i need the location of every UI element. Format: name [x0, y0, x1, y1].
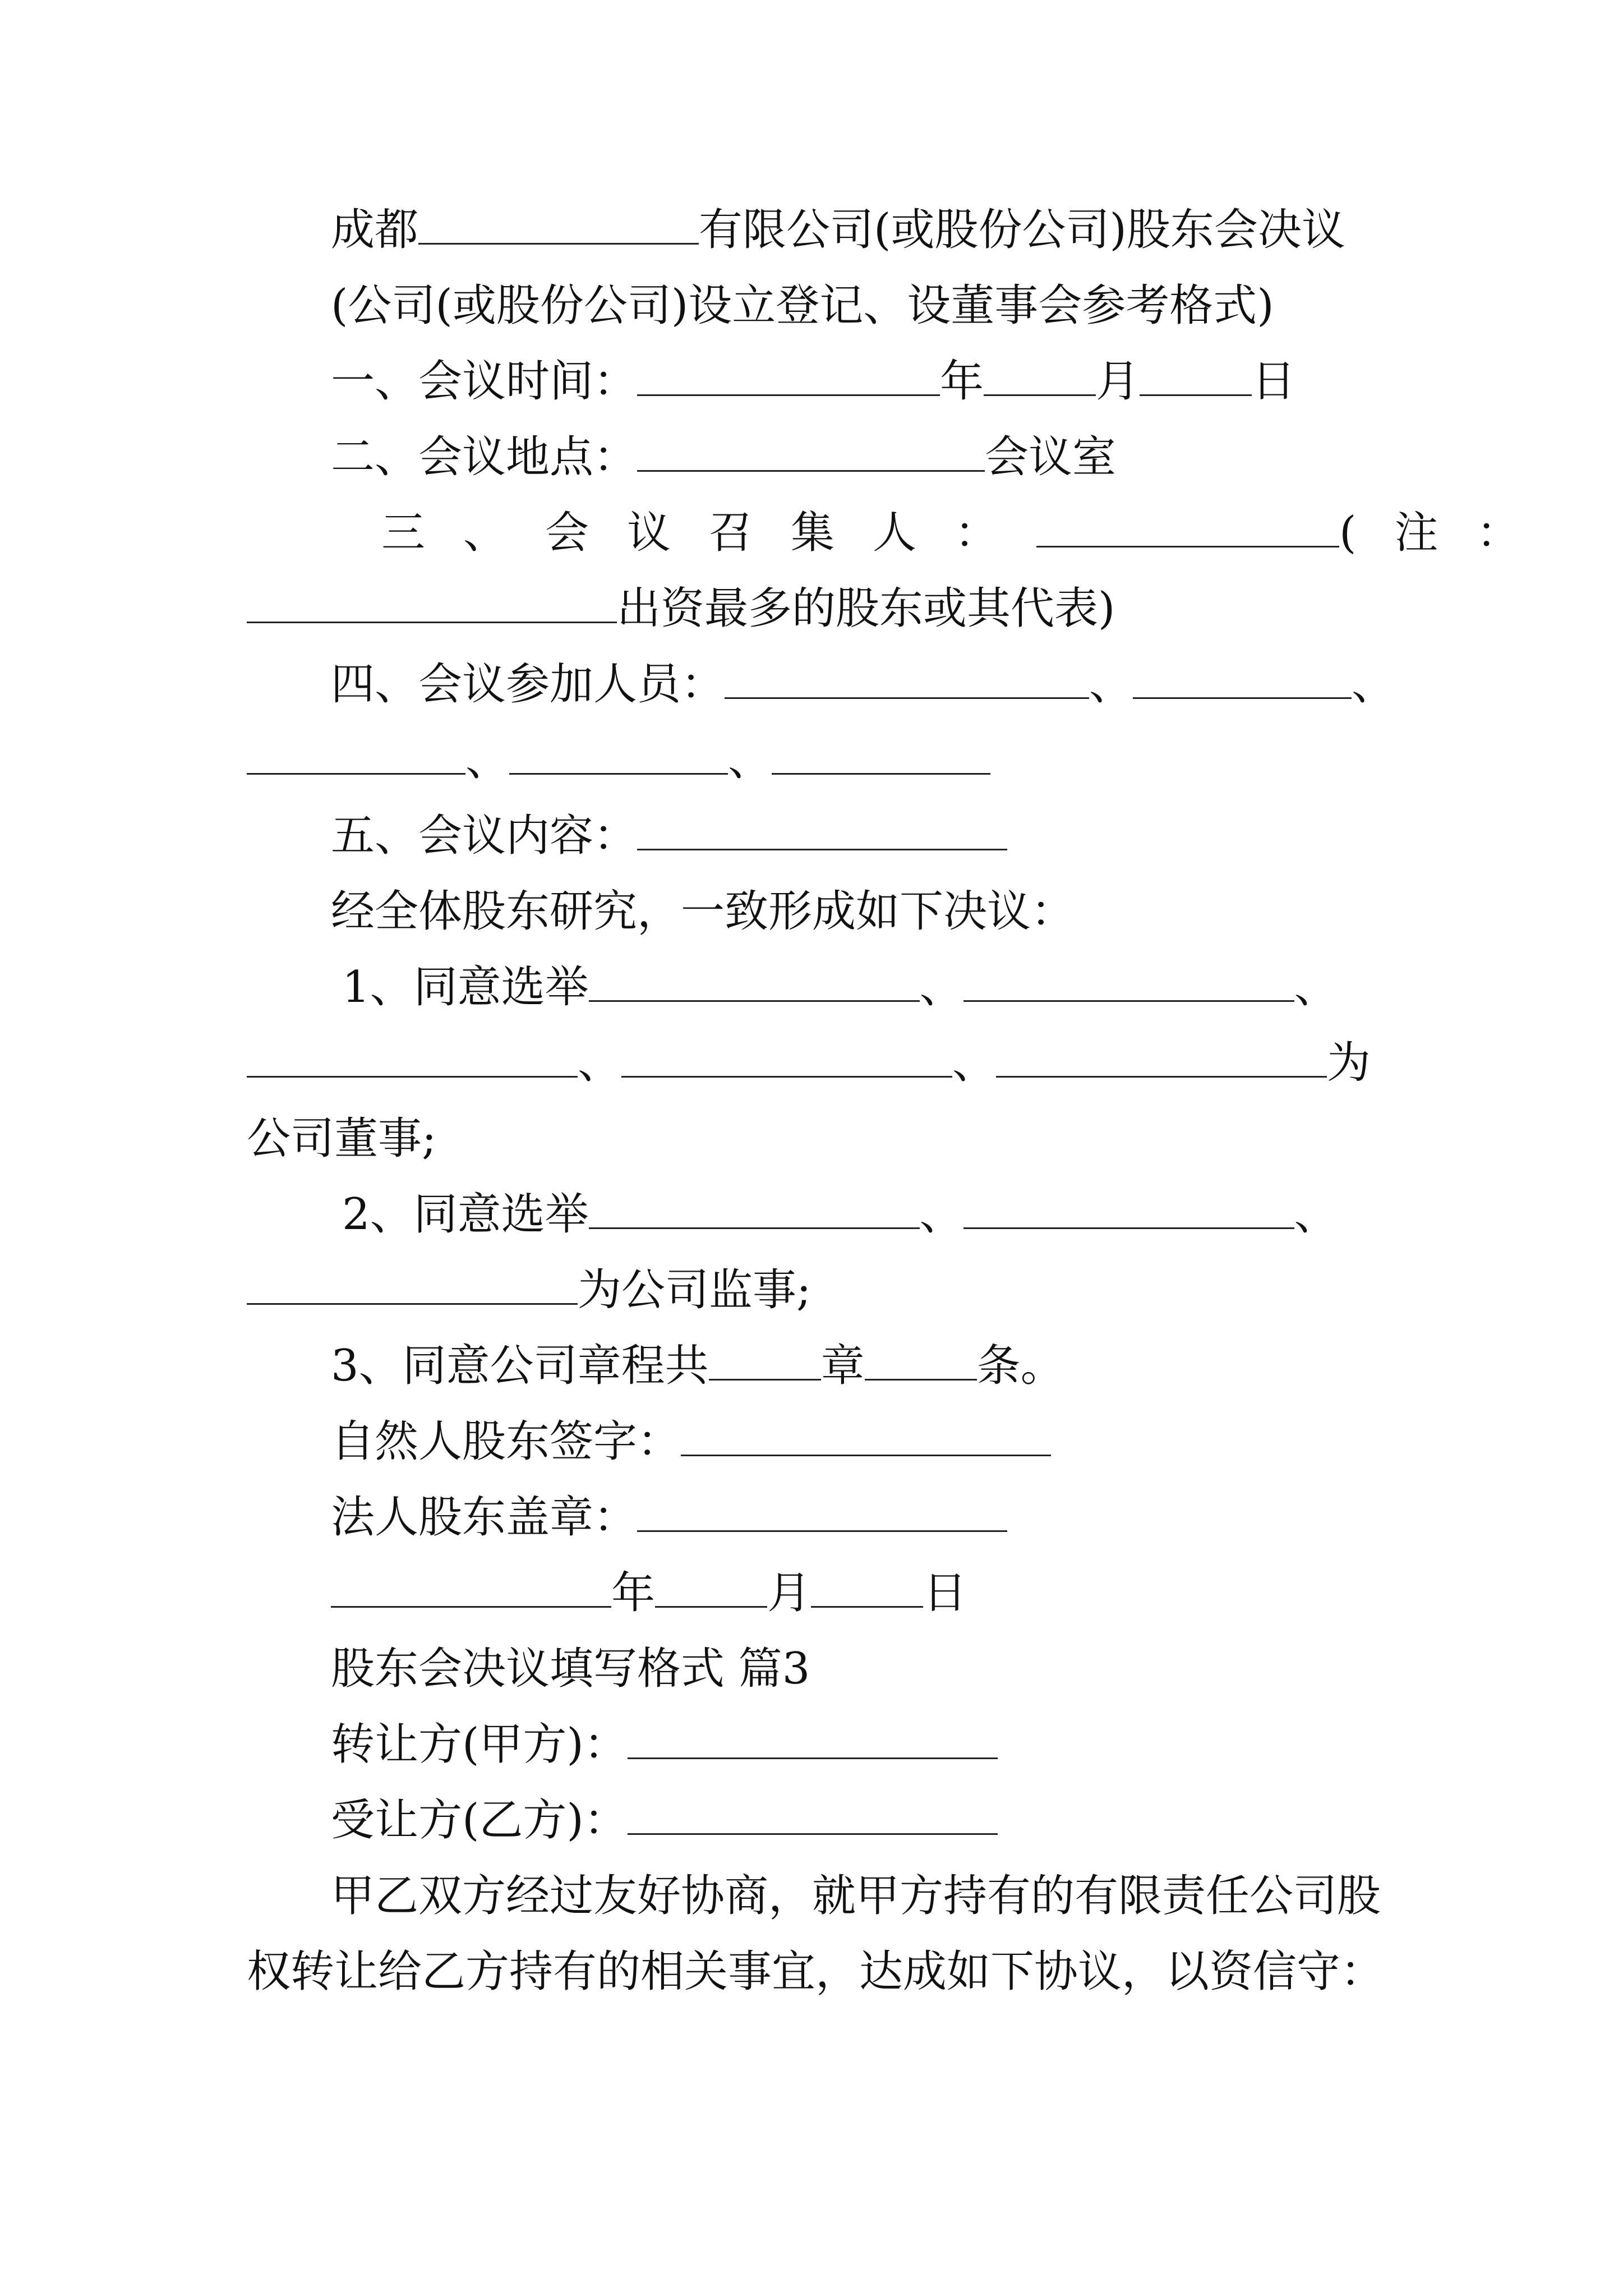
content-line: [331, 808, 1007, 864]
section3-heading: 股东会决议填写格式 篇3: [331, 1644, 810, 1694]
separator: 、: [578, 1038, 622, 1088]
transferor-label: 转让方(甲方)：: [331, 1719, 628, 1770]
meeting-place-label: 二、会议地点：: [331, 432, 638, 482]
sign-month-blank[interactable]: [655, 1566, 767, 1608]
meeting-place-line: [331, 429, 1116, 485]
articles-blank[interactable]: [865, 1338, 977, 1381]
chapters-blank[interactable]: [709, 1338, 821, 1381]
month-label: 月: [767, 1568, 811, 1618]
supervisor-blank-3[interactable]: [247, 1263, 578, 1305]
legal-seal-blank[interactable]: [637, 1490, 1007, 1532]
director-blank-1[interactable]: [589, 960, 920, 1002]
day-label: 日: [1252, 356, 1296, 407]
attendee-blank-3[interactable]: [247, 733, 465, 775]
transferee-line: [331, 1792, 998, 1848]
chapters-label: 章: [820, 1341, 865, 1391]
meeting-month-blank[interactable]: [984, 354, 1096, 396]
supervisor-blank-1[interactable]: [589, 1187, 920, 1229]
item3-prefix: 3、同意公司章程共: [331, 1341, 709, 1391]
director-blank-2[interactable]: [963, 960, 1294, 1002]
note-open: (注：: [1339, 508, 1559, 558]
title-line: [331, 202, 1345, 258]
separator: 、: [1294, 1189, 1338, 1240]
item2-label: 2、同意选举: [342, 1189, 589, 1240]
sign-year-blank[interactable]: [331, 1566, 611, 1608]
separator: 、: [1089, 659, 1133, 710]
company-name-blank[interactable]: [418, 203, 699, 245]
item2-line-2: [247, 1262, 811, 1318]
meeting-time-line: [331, 353, 1295, 409]
year-label: 年: [940, 356, 984, 407]
as-director: 为: [1327, 1038, 1371, 1088]
separator: 、: [952, 1038, 997, 1088]
director-blank-3[interactable]: [247, 1036, 578, 1078]
day-label: 日: [923, 1568, 967, 1618]
attendees-label: 四、会议参加人员：: [331, 659, 725, 710]
item1-line-2: [247, 1035, 1371, 1091]
year-label: 年: [611, 1568, 656, 1618]
meeting-room: 会议室: [985, 432, 1117, 482]
separator: 、: [1352, 659, 1396, 710]
title-prefix: 成都: [331, 205, 419, 255]
attendee-blank-1[interactable]: [725, 657, 1089, 699]
transferee-label: 受让方(乙方)：: [331, 1795, 628, 1846]
attendee-blank-4[interactable]: [509, 733, 728, 775]
legal-seal-line: [331, 1489, 1007, 1545]
item3-line: [331, 1338, 1064, 1394]
transferee-blank[interactable]: [628, 1793, 998, 1835]
separator: 、: [919, 962, 963, 1013]
natural-signature-blank[interactable]: [681, 1414, 1051, 1456]
meeting-time-label: 一、会议时间：: [331, 356, 638, 407]
convener-note: 出资最多的股东或其代表): [617, 583, 1115, 634]
natural-signature-line: [331, 1414, 1051, 1470]
convener-blank[interactable]: [1036, 505, 1339, 547]
signature-date-line: [331, 1565, 967, 1621]
agreement-paragraph-line-1: 甲乙双方经过友好协商，就甲方持有的有限责任公司股: [331, 1871, 1381, 1921]
title-suffix: 有限公司(或股份公司)股东会决议: [699, 205, 1345, 255]
convener-note-line: [247, 581, 1115, 637]
agreement-paragraph-line-2: 权转让给乙方持有的相关事宜，达成如下协议，以资信守：: [247, 1947, 1385, 1997]
item1-label: 1、同意选举: [342, 962, 589, 1013]
attendees-line: [331, 656, 1395, 712]
meeting-day-blank[interactable]: [1140, 354, 1252, 396]
articles-label: 条。: [976, 1341, 1064, 1391]
resolutions-intro: 经全体股东研究，一致形成如下决议：: [331, 886, 1075, 937]
separator: 、: [1294, 962, 1338, 1013]
attendee-blank-2[interactable]: [1133, 657, 1352, 699]
transferor-line: [331, 1717, 998, 1773]
content-label: 五、会议内容：: [331, 811, 638, 861]
convener-line: [381, 505, 1558, 561]
convener-note-blank[interactable]: [247, 581, 617, 623]
attendees-line-2: [247, 732, 990, 788]
natural-person-label: 自然人股东签字：: [331, 1416, 681, 1467]
supervisor-blank-2[interactable]: [963, 1187, 1294, 1229]
month-label: 月: [1096, 356, 1140, 407]
item1-line: [342, 959, 1338, 1015]
supervisor-end: 为公司监事;: [578, 1265, 811, 1315]
transferor-blank[interactable]: [628, 1717, 998, 1759]
legal-person-label: 法人股东盖章：: [331, 1492, 638, 1543]
meeting-place-blank[interactable]: [637, 430, 985, 472]
content-blank[interactable]: [637, 808, 1007, 850]
attendee-blank-5[interactable]: [772, 733, 990, 775]
separator: 、: [465, 735, 510, 785]
subtitle: (公司(或股份公司)设立登记、设董事会参考格式): [331, 280, 1274, 331]
director-blank-4[interactable]: [621, 1036, 952, 1078]
separator: 、: [919, 1189, 963, 1240]
director-blank-5[interactable]: [996, 1036, 1327, 1078]
sign-day-blank[interactable]: [811, 1566, 923, 1608]
director-end: 公司董事;: [247, 1114, 437, 1164]
item2-line: [342, 1186, 1338, 1243]
meeting-year-blank[interactable]: [637, 354, 940, 396]
convener-label: 三、会议召集人：: [381, 508, 1037, 558]
separator: 、: [728, 735, 772, 785]
